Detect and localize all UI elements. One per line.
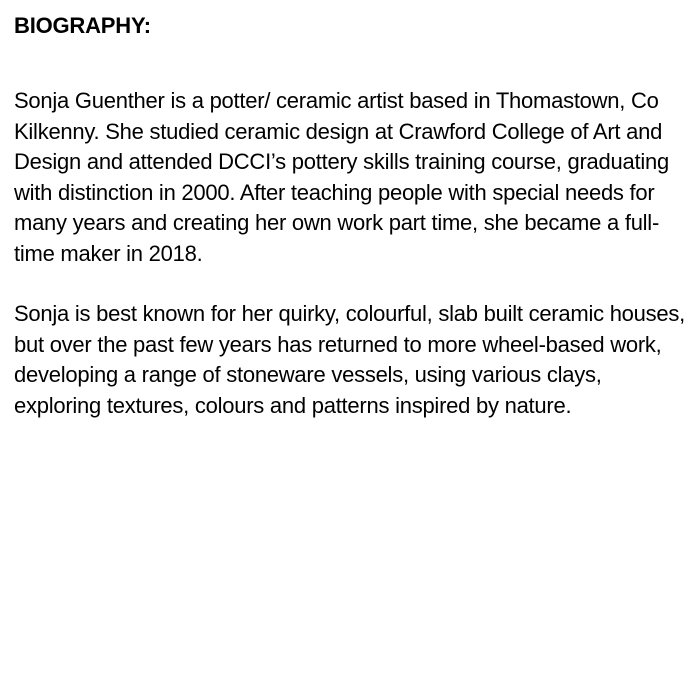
biography-document — [14, 11, 686, 421]
biography-paragraph-1: Sonja Guenther is a potter/ ceramic artist based in Thomastown, Co Kilkenny. She studied ceramic design at Crawford College of Art and Design and attended DCCI’s pottery skills training course, graduating with distinction in 2000. After teaching people with special needs for many years and creating her own work part time, she became a full-time maker in 2018. — [14, 88, 669, 266]
biography-paragraph-2: Sonja is best known for her quirky, colourful, slab built ceramic houses, but over the past few years has returned to more wheel-based work, developing a range of stoneware vessels, using various clays, exploring textures, colours and patterns inspired by nature. — [14, 301, 686, 418]
biography-heading: BIOGRAPHY: — [14, 13, 151, 38]
